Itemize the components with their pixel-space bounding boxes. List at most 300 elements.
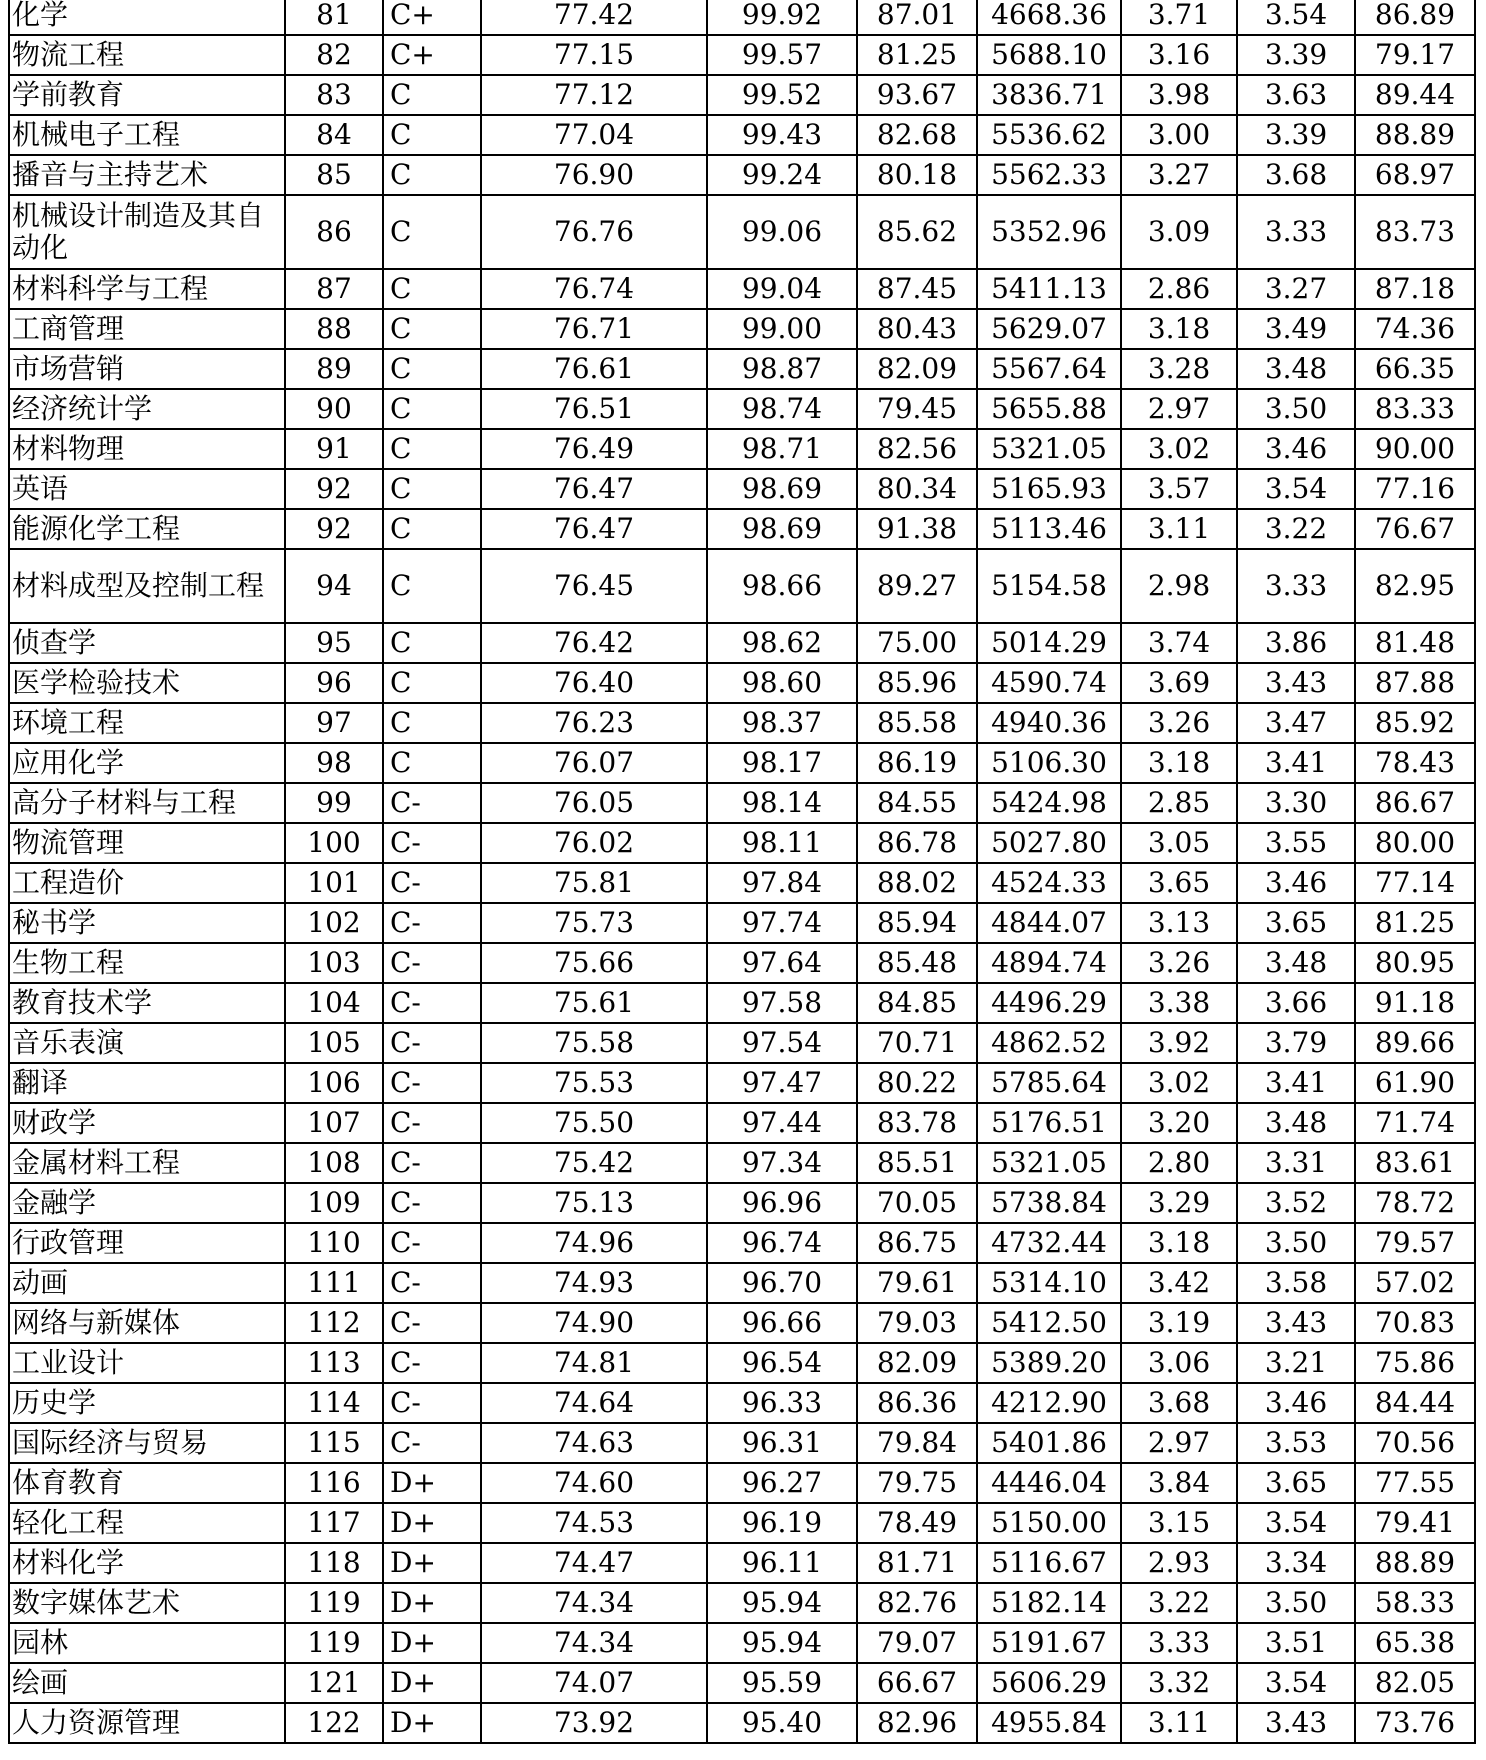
rating-b-cell: 3.65 <box>1237 903 1355 943</box>
salary-cell: 4862.52 <box>977 1023 1121 1063</box>
rating-a-cell: 3.71 <box>1121 0 1237 35</box>
major-name-cell: 轻化工程 <box>9 1503 285 1543</box>
ratio-cell: 90.00 <box>1355 429 1475 469</box>
major-name-cell: 工程造价 <box>9 863 285 903</box>
score-cell: 75.61 <box>481 983 707 1023</box>
score-cell: 76.47 <box>481 509 707 549</box>
table-row <box>9 195 1475 269</box>
rating-a-cell: 3.15 <box>1121 1503 1237 1543</box>
table-row <box>9 269 1475 309</box>
rating-a-cell: 3.98 <box>1121 75 1237 115</box>
score-cell: 74.60 <box>481 1463 707 1503</box>
rating-b-cell: 3.22 <box>1237 509 1355 549</box>
salary-cell: 5688.10 <box>977 35 1121 75</box>
rate-cell: 79.61 <box>857 1263 977 1303</box>
ratio-cell: 89.44 <box>1355 75 1475 115</box>
percent-cell: 99.57 <box>707 35 857 75</box>
table-row <box>9 1623 1475 1663</box>
salary-cell: 5536.62 <box>977 115 1121 155</box>
percent-cell: 96.27 <box>707 1463 857 1503</box>
percent-cell: 95.94 <box>707 1583 857 1623</box>
salary-cell: 4844.07 <box>977 903 1121 943</box>
percent-cell: 97.58 <box>707 983 857 1023</box>
score-cell: 76.40 <box>481 663 707 703</box>
rank-cell: 96 <box>285 663 383 703</box>
score-cell: 77.15 <box>481 35 707 75</box>
ratio-cell: 81.48 <box>1355 623 1475 663</box>
percent-cell: 95.40 <box>707 1703 857 1743</box>
table-row <box>9 75 1475 115</box>
grade-cell: C- <box>383 1063 481 1103</box>
rate-cell: 83.78 <box>857 1103 977 1143</box>
salary-cell: 5655.88 <box>977 389 1121 429</box>
rate-cell: 85.94 <box>857 903 977 943</box>
grade-cell: C- <box>383 943 481 983</box>
percent-cell: 99.06 <box>707 195 857 269</box>
salary-cell: 4590.74 <box>977 663 1121 703</box>
rank-cell: 92 <box>285 509 383 549</box>
table-row <box>9 1663 1475 1703</box>
major-name-cell: 动画 <box>9 1263 285 1303</box>
score-cell: 75.58 <box>481 1023 707 1063</box>
rate-cell: 93.67 <box>857 75 977 115</box>
grade-cell: C <box>383 663 481 703</box>
rating-a-cell: 2.93 <box>1121 1543 1237 1583</box>
score-cell: 74.96 <box>481 1223 707 1263</box>
ratio-cell: 87.18 <box>1355 269 1475 309</box>
grade-cell: C <box>383 429 481 469</box>
rating-b-cell: 3.58 <box>1237 1263 1355 1303</box>
rating-a-cell: 3.68 <box>1121 1383 1237 1423</box>
table-row <box>9 469 1475 509</box>
major-name-cell: 体育教育 <box>9 1463 285 1503</box>
ratio-cell: 66.35 <box>1355 349 1475 389</box>
table-row <box>9 509 1475 549</box>
score-cell: 74.07 <box>481 1663 707 1703</box>
major-name-cell: 教育技术学 <box>9 983 285 1023</box>
rate-cell: 70.71 <box>857 1023 977 1063</box>
major-name-cell: 医学检验技术 <box>9 663 285 703</box>
salary-cell: 5165.93 <box>977 469 1121 509</box>
score-cell: 75.66 <box>481 943 707 983</box>
rating-a-cell: 3.84 <box>1121 1463 1237 1503</box>
major-name-cell: 园林 <box>9 1623 285 1663</box>
table-row <box>9 429 1475 469</box>
rate-cell: 86.36 <box>857 1383 977 1423</box>
rate-cell: 89.27 <box>857 549 977 623</box>
rank-cell: 83 <box>285 75 383 115</box>
table-row <box>9 309 1475 349</box>
rating-a-cell: 3.02 <box>1121 429 1237 469</box>
table-row <box>9 389 1475 429</box>
ratio-cell: 87.88 <box>1355 663 1475 703</box>
major-name-cell: 应用化学 <box>9 743 285 783</box>
rating-a-cell: 3.22 <box>1121 1583 1237 1623</box>
ratio-cell: 78.43 <box>1355 743 1475 783</box>
ranking-table-container <box>8 0 1476 1744</box>
rate-cell: 81.25 <box>857 35 977 75</box>
major-name-cell: 工业设计 <box>9 1343 285 1383</box>
score-cell: 76.90 <box>481 155 707 195</box>
score-cell: 74.34 <box>481 1623 707 1663</box>
salary-cell: 4496.29 <box>977 983 1121 1023</box>
rating-a-cell: 2.97 <box>1121 389 1237 429</box>
rating-a-cell: 3.38 <box>1121 983 1237 1023</box>
major-name-cell: 人力资源管理 <box>9 1703 285 1743</box>
score-cell: 74.47 <box>481 1543 707 1583</box>
rating-b-cell: 3.39 <box>1237 35 1355 75</box>
ratio-cell: 73.76 <box>1355 1703 1475 1743</box>
grade-cell: C <box>383 349 481 389</box>
ratio-cell: 71.74 <box>1355 1103 1475 1143</box>
rate-cell: 86.78 <box>857 823 977 863</box>
rank-cell: 87 <box>285 269 383 309</box>
percent-cell: 98.69 <box>707 469 857 509</box>
rating-a-cell: 3.28 <box>1121 349 1237 389</box>
table-row <box>9 663 1475 703</box>
score-cell: 73.92 <box>481 1703 707 1743</box>
rating-a-cell: 3.74 <box>1121 623 1237 663</box>
salary-cell: 5738.84 <box>977 1183 1121 1223</box>
ratio-cell: 83.33 <box>1355 389 1475 429</box>
percent-cell: 97.84 <box>707 863 857 903</box>
table-row <box>9 783 1475 823</box>
table-row <box>9 1263 1475 1303</box>
major-name-cell: 行政管理 <box>9 1223 285 1263</box>
percent-cell: 96.33 <box>707 1383 857 1423</box>
ratio-cell: 74.36 <box>1355 309 1475 349</box>
salary-cell: 4955.84 <box>977 1703 1121 1743</box>
major-ranking-table <box>8 0 1476 1744</box>
rate-cell: 82.96 <box>857 1703 977 1743</box>
ratio-cell: 88.89 <box>1355 1543 1475 1583</box>
rating-a-cell: 2.80 <box>1121 1143 1237 1183</box>
salary-cell: 3836.71 <box>977 75 1121 115</box>
salary-cell: 5182.14 <box>977 1583 1121 1623</box>
rank-cell: 111 <box>285 1263 383 1303</box>
score-cell: 76.42 <box>481 623 707 663</box>
percent-cell: 96.54 <box>707 1343 857 1383</box>
rating-b-cell: 3.33 <box>1237 549 1355 623</box>
grade-cell: C- <box>383 823 481 863</box>
table-row <box>9 1543 1475 1583</box>
rate-cell: 88.02 <box>857 863 977 903</box>
rating-a-cell: 3.13 <box>1121 903 1237 943</box>
grade-cell: D+ <box>383 1703 481 1743</box>
ratio-cell: 86.67 <box>1355 783 1475 823</box>
rate-cell: 66.67 <box>857 1663 977 1703</box>
percent-cell: 98.60 <box>707 663 857 703</box>
rate-cell: 80.22 <box>857 1063 977 1103</box>
table-row <box>9 1063 1475 1103</box>
rating-b-cell: 3.39 <box>1237 115 1355 155</box>
percent-cell: 97.54 <box>707 1023 857 1063</box>
score-cell: 76.45 <box>481 549 707 623</box>
rate-cell: 80.18 <box>857 155 977 195</box>
major-name-cell: 材料成型及控制工程 <box>9 549 285 623</box>
percent-cell: 98.37 <box>707 703 857 743</box>
rank-cell: 104 <box>285 983 383 1023</box>
rating-a-cell: 2.98 <box>1121 549 1237 623</box>
grade-cell: C- <box>383 1103 481 1143</box>
rank-cell: 119 <box>285 1583 383 1623</box>
percent-cell: 98.11 <box>707 823 857 863</box>
grade-cell: C <box>383 195 481 269</box>
ratio-cell: 81.25 <box>1355 903 1475 943</box>
ratio-cell: 58.33 <box>1355 1583 1475 1623</box>
rating-a-cell: 3.18 <box>1121 309 1237 349</box>
rating-a-cell: 3.18 <box>1121 743 1237 783</box>
rating-b-cell: 3.86 <box>1237 623 1355 663</box>
rate-cell: 82.09 <box>857 1343 977 1383</box>
ratio-cell: 70.56 <box>1355 1423 1475 1463</box>
table-row <box>9 983 1475 1023</box>
major-name-cell: 金属材料工程 <box>9 1143 285 1183</box>
rating-a-cell: 2.85 <box>1121 783 1237 823</box>
salary-cell: 5154.58 <box>977 549 1121 623</box>
rank-cell: 89 <box>285 349 383 389</box>
score-cell: 76.47 <box>481 469 707 509</box>
rank-cell: 113 <box>285 1343 383 1383</box>
percent-cell: 96.70 <box>707 1263 857 1303</box>
major-name-cell: 高分子材料与工程 <box>9 783 285 823</box>
rating-b-cell: 3.54 <box>1237 1663 1355 1703</box>
rating-b-cell: 3.54 <box>1237 0 1355 35</box>
grade-cell: C <box>383 703 481 743</box>
percent-cell: 96.31 <box>707 1423 857 1463</box>
table-row <box>9 903 1475 943</box>
rating-a-cell: 3.26 <box>1121 703 1237 743</box>
table-row <box>9 1343 1475 1383</box>
rank-cell: 85 <box>285 155 383 195</box>
major-name-cell: 经济统计学 <box>9 389 285 429</box>
ratio-cell: 82.05 <box>1355 1663 1475 1703</box>
salary-cell: 5352.96 <box>977 195 1121 269</box>
table-row <box>9 623 1475 663</box>
rating-a-cell: 3.65 <box>1121 863 1237 903</box>
salary-cell: 5606.29 <box>977 1663 1121 1703</box>
major-name-cell: 绘画 <box>9 1663 285 1703</box>
rank-cell: 88 <box>285 309 383 349</box>
percent-cell: 97.74 <box>707 903 857 943</box>
percent-cell: 96.74 <box>707 1223 857 1263</box>
ratio-cell: 88.89 <box>1355 115 1475 155</box>
salary-cell: 4894.74 <box>977 943 1121 983</box>
rate-cell: 82.09 <box>857 349 977 389</box>
table-row <box>9 349 1475 389</box>
rating-b-cell: 3.46 <box>1237 1383 1355 1423</box>
rating-b-cell: 3.50 <box>1237 1583 1355 1623</box>
rank-cell: 122 <box>285 1703 383 1743</box>
rating-a-cell: 3.16 <box>1121 35 1237 75</box>
score-cell: 74.81 <box>481 1343 707 1383</box>
rate-cell: 80.43 <box>857 309 977 349</box>
rating-a-cell: 3.69 <box>1121 663 1237 703</box>
rank-cell: 106 <box>285 1063 383 1103</box>
percent-cell: 98.74 <box>707 389 857 429</box>
major-name-cell: 市场营销 <box>9 349 285 389</box>
score-cell: 77.12 <box>481 75 707 115</box>
major-name-cell: 翻译 <box>9 1063 285 1103</box>
score-cell: 76.02 <box>481 823 707 863</box>
table-row <box>9 1183 1475 1223</box>
rank-cell: 98 <box>285 743 383 783</box>
rating-a-cell: 3.26 <box>1121 943 1237 983</box>
rating-a-cell: 3.33 <box>1121 1623 1237 1663</box>
grade-cell: C+ <box>383 35 481 75</box>
grade-cell: C <box>383 155 481 195</box>
percent-cell: 98.87 <box>707 349 857 389</box>
salary-cell: 5014.29 <box>977 623 1121 663</box>
rating-a-cell: 3.18 <box>1121 1223 1237 1263</box>
percent-cell: 95.59 <box>707 1663 857 1703</box>
percent-cell: 96.66 <box>707 1303 857 1343</box>
rate-cell: 84.55 <box>857 783 977 823</box>
percent-cell: 98.14 <box>707 783 857 823</box>
rate-cell: 70.05 <box>857 1183 977 1223</box>
rank-cell: 102 <box>285 903 383 943</box>
rank-cell: 86 <box>285 195 383 269</box>
score-cell: 75.53 <box>481 1063 707 1103</box>
major-name-cell: 历史学 <box>9 1383 285 1423</box>
table-row <box>9 703 1475 743</box>
table-row <box>9 1303 1475 1343</box>
table-row <box>9 823 1475 863</box>
ratio-cell: 82.95 <box>1355 549 1475 623</box>
score-cell: 77.04 <box>481 115 707 155</box>
rating-a-cell: 3.19 <box>1121 1303 1237 1343</box>
rank-cell: 95 <box>285 623 383 663</box>
table-row <box>9 863 1475 903</box>
rank-cell: 114 <box>285 1383 383 1423</box>
grade-cell: C- <box>383 863 481 903</box>
percent-cell: 97.34 <box>707 1143 857 1183</box>
salary-cell: 4668.36 <box>977 0 1121 35</box>
major-name-cell: 材料物理 <box>9 429 285 469</box>
rating-b-cell: 3.41 <box>1237 743 1355 783</box>
grade-cell: C- <box>383 1223 481 1263</box>
rating-b-cell: 3.46 <box>1237 429 1355 469</box>
ratio-cell: 79.17 <box>1355 35 1475 75</box>
major-name-cell: 工商管理 <box>9 309 285 349</box>
salary-cell: 5116.67 <box>977 1543 1121 1583</box>
rank-cell: 101 <box>285 863 383 903</box>
rating-b-cell: 3.33 <box>1237 195 1355 269</box>
salary-cell: 4940.36 <box>977 703 1121 743</box>
ratio-cell: 86.89 <box>1355 0 1475 35</box>
rating-b-cell: 3.54 <box>1237 469 1355 509</box>
rating-b-cell: 3.31 <box>1237 1143 1355 1183</box>
percent-cell: 99.92 <box>707 0 857 35</box>
rate-cell: 85.96 <box>857 663 977 703</box>
grade-cell: C- <box>383 1263 481 1303</box>
rate-cell: 86.75 <box>857 1223 977 1263</box>
percent-cell: 98.17 <box>707 743 857 783</box>
score-cell: 77.42 <box>481 0 707 35</box>
major-name-cell: 播音与主持艺术 <box>9 155 285 195</box>
rate-cell: 79.45 <box>857 389 977 429</box>
rank-cell: 109 <box>285 1183 383 1223</box>
rate-cell: 85.62 <box>857 195 977 269</box>
grade-cell: C- <box>383 1423 481 1463</box>
rating-b-cell: 3.43 <box>1237 1303 1355 1343</box>
percent-cell: 98.69 <box>707 509 857 549</box>
score-cell: 76.76 <box>481 195 707 269</box>
salary-cell: 5150.00 <box>977 1503 1121 1543</box>
score-cell: 74.93 <box>481 1263 707 1303</box>
major-name-cell: 材料科学与工程 <box>9 269 285 309</box>
salary-cell: 5176.51 <box>977 1103 1121 1143</box>
major-name-cell: 化学 <box>9 0 285 35</box>
salary-cell: 5191.67 <box>977 1623 1121 1663</box>
rating-b-cell: 3.50 <box>1237 1223 1355 1263</box>
percent-cell: 98.66 <box>707 549 857 623</box>
major-name-cell: 学前教育 <box>9 75 285 115</box>
rate-cell: 87.45 <box>857 269 977 309</box>
rating-a-cell: 3.11 <box>1121 1703 1237 1743</box>
rank-cell: 91 <box>285 429 383 469</box>
table-row <box>9 943 1475 983</box>
grade-cell: D+ <box>383 1663 481 1703</box>
grade-cell: D+ <box>383 1583 481 1623</box>
salary-cell: 5321.05 <box>977 1143 1121 1183</box>
ratio-cell: 61.90 <box>1355 1063 1475 1103</box>
table-row <box>9 1463 1475 1503</box>
salary-cell: 4524.33 <box>977 863 1121 903</box>
rate-cell: 81.71 <box>857 1543 977 1583</box>
rating-a-cell: 3.32 <box>1121 1663 1237 1703</box>
score-cell: 74.63 <box>481 1423 707 1463</box>
grade-cell: C <box>383 623 481 663</box>
table-row <box>9 1583 1475 1623</box>
rank-cell: 100 <box>285 823 383 863</box>
major-name-cell: 环境工程 <box>9 703 285 743</box>
rating-b-cell: 3.48 <box>1237 1103 1355 1143</box>
score-cell: 76.71 <box>481 309 707 349</box>
rank-cell: 115 <box>285 1423 383 1463</box>
grade-cell: C <box>383 269 481 309</box>
grade-cell: D+ <box>383 1623 481 1663</box>
rate-cell: 85.51 <box>857 1143 977 1183</box>
salary-cell: 5106.30 <box>977 743 1121 783</box>
table-row <box>9 1383 1475 1423</box>
grade-cell: C <box>383 309 481 349</box>
major-name-cell: 侦查学 <box>9 623 285 663</box>
grade-cell: C- <box>383 903 481 943</box>
percent-cell: 97.47 <box>707 1063 857 1103</box>
rate-cell: 91.38 <box>857 509 977 549</box>
rank-cell: 116 <box>285 1463 383 1503</box>
rating-b-cell: 3.21 <box>1237 1343 1355 1383</box>
rate-cell: 86.19 <box>857 743 977 783</box>
percent-cell: 99.04 <box>707 269 857 309</box>
rank-cell: 105 <box>285 1023 383 1063</box>
ratio-cell: 80.00 <box>1355 823 1475 863</box>
rating-b-cell: 3.47 <box>1237 703 1355 743</box>
rating-b-cell: 3.68 <box>1237 155 1355 195</box>
ratio-cell: 79.57 <box>1355 1223 1475 1263</box>
grade-cell: C+ <box>383 0 481 35</box>
rating-b-cell: 3.79 <box>1237 1023 1355 1063</box>
grade-cell: D+ <box>383 1463 481 1503</box>
percent-cell: 96.19 <box>707 1503 857 1543</box>
score-cell: 75.13 <box>481 1183 707 1223</box>
score-cell: 74.90 <box>481 1303 707 1343</box>
rank-cell: 81 <box>285 0 383 35</box>
salary-cell: 4446.04 <box>977 1463 1121 1503</box>
rate-cell: 78.49 <box>857 1503 977 1543</box>
salary-cell: 5412.50 <box>977 1303 1121 1343</box>
